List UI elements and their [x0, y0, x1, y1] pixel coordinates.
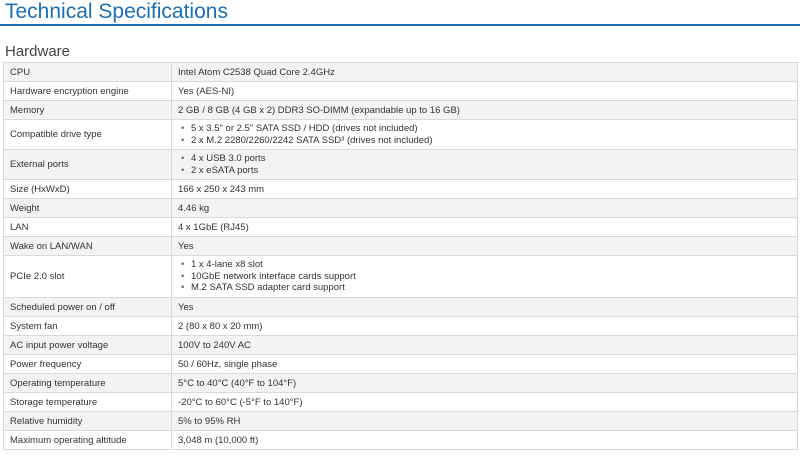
spec-row-operating-temperature	[4, 374, 798, 393]
spec-value: 100V to 240V AC	[172, 336, 798, 355]
spec-row-cpu	[4, 63, 798, 82]
spec-label: Relative humidity	[4, 412, 172, 431]
spec-value-list	[178, 123, 791, 146]
spec-label: External ports	[4, 150, 172, 180]
spec-row-weight	[4, 199, 798, 218]
spec-value: 50 / 60Hz, single phase	[172, 355, 798, 374]
spec-value: 4.46 kg	[172, 199, 798, 218]
spec-row-wake-on-lan-wan	[4, 237, 798, 256]
spec-value: 5°C to 40°C (40°F to 104°F)	[172, 374, 798, 393]
spec-label: Size (HxWxD)	[4, 180, 172, 199]
spec-label: Compatible drive type	[4, 120, 172, 150]
spec-label: AC input power voltage	[4, 336, 172, 355]
spec-row-scheduled-power	[4, 298, 798, 317]
spec-row-max-operating-altitude	[4, 431, 798, 450]
hardware-spec-table	[3, 62, 798, 450]
spec-value-item: • 2 x M.2 2280/2260/2242 SATA SSD³ (drives not included)	[191, 135, 791, 147]
spec-value: Intel Atom C2538 Quad Core 2.4GHz	[172, 63, 798, 82]
spec-value: 2 (80 x 80 x 20 mm)	[172, 317, 798, 336]
spec-value: Yes	[172, 298, 798, 317]
spec-row-pcie-slot	[4, 256, 798, 298]
spec-value-item: • 1 x 4-lane x8 slot	[191, 259, 791, 271]
spec-value-item: • 10GbE network interface cards support	[191, 271, 791, 283]
spec-label: System fan	[4, 317, 172, 336]
spec-value: 4 x 1GbE (RJ45)	[172, 218, 798, 237]
spec-label: Weight	[4, 199, 172, 218]
spec-label: Hardware encryption engine	[4, 82, 172, 101]
spec-value-item: • 4 x USB 3.0 ports	[191, 153, 791, 165]
spec-value-item: • 2 x eSATA ports	[191, 165, 791, 177]
spec-label: Maximum operating altitude	[4, 431, 172, 450]
spec-value: 166 x 250 x 243 mm	[172, 180, 798, 199]
spec-row-hardware-encryption-engine	[4, 82, 798, 101]
spec-value-list	[178, 153, 791, 176]
spec-row-ac-input-voltage	[4, 336, 798, 355]
spec-row-compatible-drive-type	[4, 120, 798, 150]
spec-value-item: • 5 x 3.5" or 2.5" SATA SSD / HDD (drives not included)	[191, 123, 791, 135]
spec-label: Storage temperature	[4, 393, 172, 412]
spec-value	[172, 150, 798, 180]
spec-label: Memory	[4, 101, 172, 120]
spec-label: Scheduled power on / off	[4, 298, 172, 317]
spec-value	[172, 120, 798, 150]
spec-row-lan	[4, 218, 798, 237]
spec-row-storage-temperature	[4, 393, 798, 412]
spec-label: Wake on LAN/WAN	[4, 237, 172, 256]
spec-row-power-frequency	[4, 355, 798, 374]
spec-value: 3,048 m (10,000 ft)	[172, 431, 798, 450]
spec-value-item: • M.2 SATA SSD adapter card support	[191, 282, 791, 294]
spec-row-size	[4, 180, 798, 199]
spec-value: Yes (AES-NI)	[172, 82, 798, 101]
spec-value: -20°C to 60°C (-5°F to 140°F)	[172, 393, 798, 412]
spec-label: CPU	[4, 63, 172, 82]
section-title-hardware: Hardware	[5, 43, 71, 60]
spec-row-relative-humidity	[4, 412, 798, 431]
spec-row-external-ports	[4, 150, 798, 180]
spec-label: PCIe 2.0 slot	[4, 256, 172, 298]
spec-row-system-fan	[4, 317, 798, 336]
spec-label: Power frequency	[4, 355, 172, 374]
spec-value-list	[178, 259, 791, 294]
page-title: Technical Specifications	[0, 0, 800, 26]
spec-row-memory	[4, 101, 798, 120]
spec-value: 2 GB / 8 GB (4 GB x 2) DDR3 SO-DIMM (expandable up to 16 GB)	[172, 101, 798, 120]
spec-value: 5% to 95% RH	[172, 412, 798, 431]
spec-value: Yes	[172, 237, 798, 256]
spec-label: LAN	[4, 218, 172, 237]
spec-label: Operating temperature	[4, 374, 172, 393]
spec-value	[172, 256, 798, 298]
